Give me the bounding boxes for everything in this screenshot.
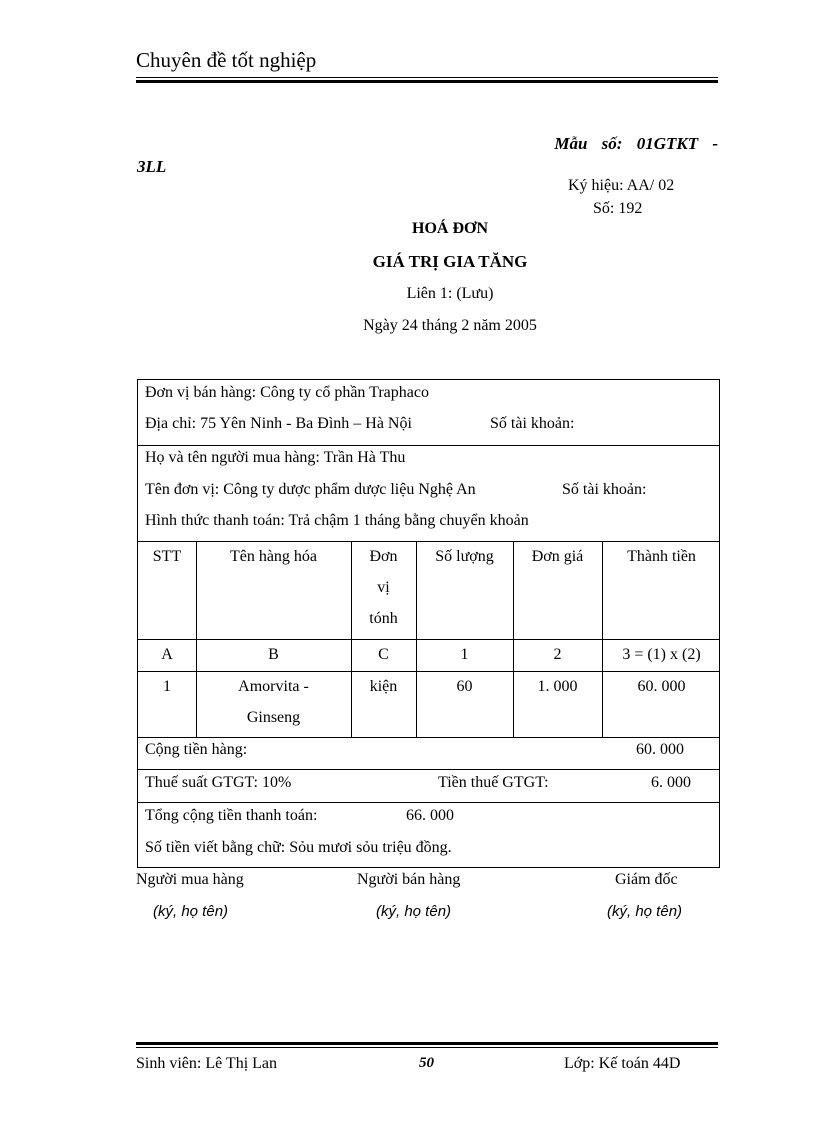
signature-buyer: Người mua hàng bbox=[136, 871, 244, 888]
seller-account: Số tài khoản: bbox=[490, 415, 575, 432]
signature-note: (ký, họ tên) bbox=[153, 903, 229, 920]
grand-total-label: Tổng cộng tiền thanh toán: bbox=[145, 807, 318, 824]
divider bbox=[138, 445, 719, 446]
subtotal-value: 60. 000 bbox=[636, 741, 684, 758]
code-cell: 3 = (1) x (2) bbox=[622, 646, 701, 663]
signature-director: Giám đốc bbox=[615, 871, 678, 888]
footer-rule-thick bbox=[136, 1042, 718, 1045]
footer-class: Lớp: Kế toán 44D bbox=[564, 1055, 681, 1072]
column-header-quantity: Số lượng bbox=[435, 548, 494, 565]
divider bbox=[138, 769, 719, 770]
grand-total-value: 66. 000 bbox=[406, 807, 454, 824]
invoice-copy: Liên 1: (Lưu) bbox=[406, 285, 494, 302]
code-cell: A bbox=[161, 646, 173, 663]
code-cell: C bbox=[378, 646, 389, 663]
code-cell: 2 bbox=[553, 646, 562, 663]
footer-rule-thin bbox=[136, 1047, 718, 1048]
seller-address: Địa chỉ: 75 Yên Ninh - Ba Đình – Hà Nội bbox=[145, 415, 412, 432]
invoice-date: Ngày 24 tháng 2 năm 2005 bbox=[363, 317, 537, 334]
invoice-subtitle: GIÁ TRỊ GIA TĂNG bbox=[372, 252, 528, 271]
form-number: Mẫu số: 01GTKT - bbox=[554, 134, 718, 153]
buyer-account: Số tài khoản: bbox=[562, 481, 647, 498]
form-number-continued: 3LL bbox=[137, 157, 167, 176]
column-header-unit: tónh bbox=[369, 610, 398, 627]
vat-rate: Thuế suất GTGT: 10% bbox=[145, 774, 292, 791]
subtotal-label: Cộng tiền hàng: bbox=[145, 741, 248, 758]
column-header-name: Tên hàng hóa bbox=[229, 548, 318, 565]
header-rule-thick bbox=[136, 80, 718, 83]
item-quantity: 60 bbox=[456, 678, 473, 695]
invoice-symbol: Ký hiệu: AA/ 02 bbox=[568, 177, 675, 194]
column-header-unit: vị bbox=[377, 579, 390, 596]
column-header-amount: Thành tiền bbox=[627, 548, 696, 565]
item-amount: 60. 000 bbox=[637, 678, 686, 695]
code-cell: 1 bbox=[460, 646, 469, 663]
invoice-title: HOÁ ĐƠN bbox=[412, 220, 488, 237]
signature-note: (ký, họ tên) bbox=[376, 903, 452, 920]
item-name: Amorvita - bbox=[238, 678, 309, 695]
divider bbox=[138, 737, 719, 738]
header-rule-thin bbox=[136, 77, 718, 78]
item-price: 1. 000 bbox=[537, 678, 578, 695]
divider bbox=[138, 802, 719, 803]
payment-method: Hình thức thanh toán: Trả chậm 1 tháng bằng chuyển khoản bbox=[145, 512, 529, 529]
document-header-title: Chuyên đề tốt nghiệp bbox=[136, 48, 317, 72]
column-header-unit: Đơn bbox=[369, 548, 398, 565]
footer-student: Sinh viên: Lê Thị Lan bbox=[136, 1055, 278, 1072]
item-stt: 1 bbox=[163, 678, 171, 695]
column-header-price: Đơn giá bbox=[531, 548, 584, 565]
column-header-stt: STT bbox=[152, 548, 182, 565]
invoice-number: Số: 192 bbox=[593, 200, 643, 217]
item-name: Ginseng bbox=[246, 709, 301, 726]
vat-amount-value: 6. 000 bbox=[651, 774, 691, 791]
signature-seller: Người bán hàng bbox=[357, 871, 461, 888]
code-cell: B bbox=[268, 646, 279, 663]
invoice-box bbox=[137, 379, 720, 868]
page-number: 50 bbox=[419, 1055, 434, 1071]
seller-name: Đơn vị bán hàng: Công ty cổ phần Traphaco bbox=[145, 384, 429, 401]
vat-amount-label: Tiền thuế GTGT: bbox=[438, 774, 549, 791]
buyer-name: Họ và tên người mua hàng: Trần Hà Thu bbox=[145, 449, 406, 466]
amount-in-words: Số tiền viết bằng chữ: Sỏu mươi sỏu triệu đồng. bbox=[145, 839, 452, 856]
buyer-unit: Tên đơn vị: Công ty dược phẩm dược liệu Nghệ An bbox=[145, 481, 476, 498]
signature-note: (ký, họ tên) bbox=[607, 903, 683, 920]
item-unit: kiện bbox=[369, 678, 398, 695]
